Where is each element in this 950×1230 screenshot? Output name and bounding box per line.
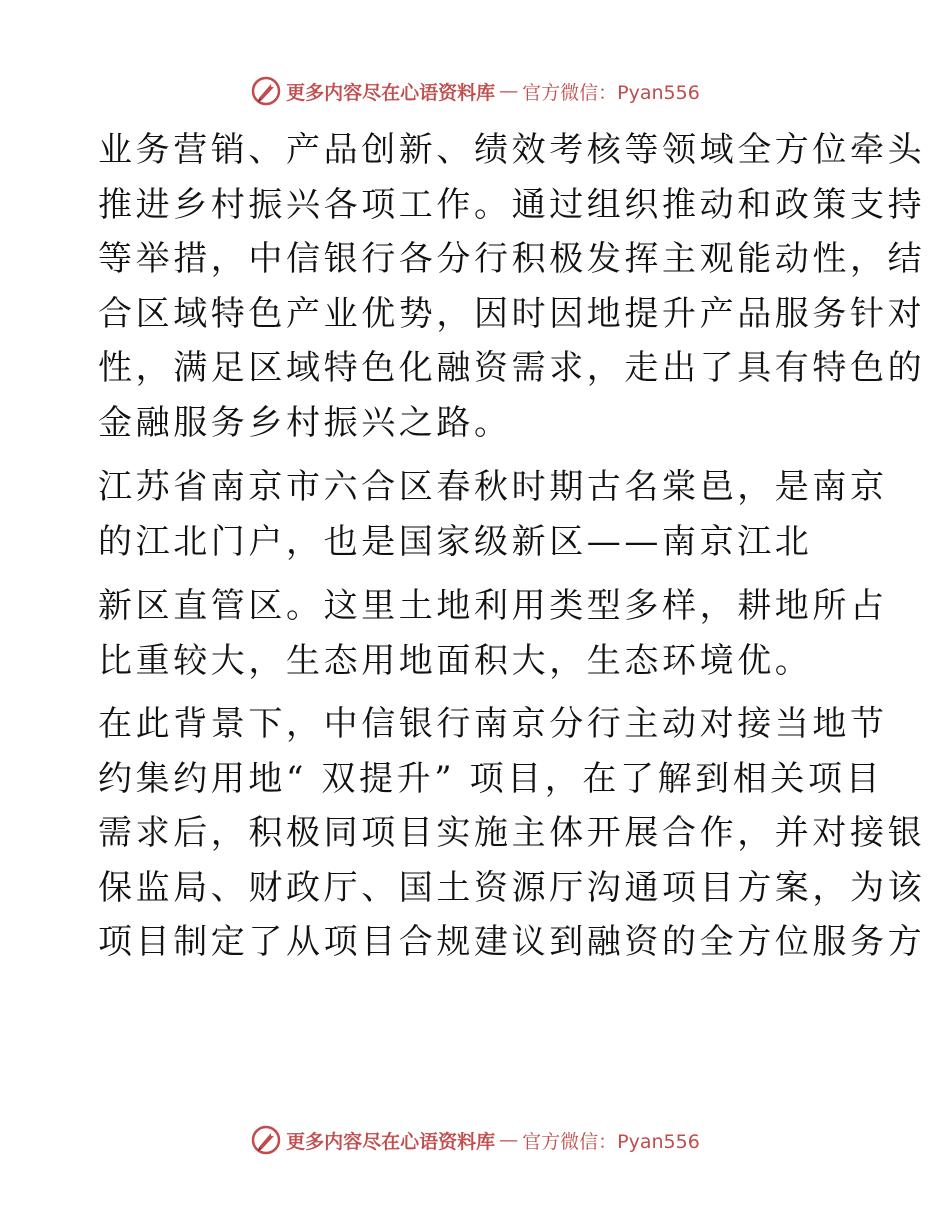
text-line: 性，满足区域特色化融资需求，走出了具有特色的: [98, 348, 926, 388]
text-line: 等举措，中信银行各分行积极发挥主观能动性，结: [98, 239, 926, 279]
paragraph-4: [98, 697, 926, 970]
text-line: 在此背景下，中信银行南京分行主动对接当地节: [98, 704, 888, 744]
header-dash: —: [499, 80, 519, 102]
text-line: 江苏省南京市六合区春秋时期古名棠邑，是南京: [98, 467, 888, 507]
text-line: 金融服务乡村振兴之路。: [98, 402, 512, 443]
text-line: 保监局、财政厅、国土资源厅沟通项目方案，为该: [98, 867, 926, 908]
paragraph-1: [98, 123, 926, 450]
header-brand: [250, 75, 700, 107]
text-line: 比重较大，生态用地面积大，生态环境优。: [98, 640, 813, 681]
footer-wechat: 官方微信：Pyan556: [522, 1130, 700, 1153]
paragraph-3: [98, 579, 888, 688]
pen-circle-logo-icon: [250, 75, 282, 107]
text-line: 推进乡村振兴各项工作。通过组织推动和政策支持: [98, 184, 926, 225]
text-line: 约集约用地“ 双提升” 项目，在了解到相关项目: [98, 758, 884, 799]
page-header-watermark: [0, 73, 950, 109]
document-body: [98, 123, 926, 970]
footer-dash: —: [499, 1129, 519, 1151]
text-line: 项目制定了从项目合规建议到融资的全方位服务方: [98, 922, 926, 962]
text-line: 的江北门户，也是国家级新区——南京江北: [98, 521, 813, 562]
text-line: 合区域特色产业优势，因时因地提升产品服务针对: [98, 293, 926, 334]
text-line: 新区直管区。这里土地利用类型多样，耕地所占: [98, 586, 888, 626]
text-line: 需求后，积极同项目实施主体开展合作，并对接银: [98, 813, 926, 853]
page-footer-watermark: [0, 1122, 950, 1158]
pen-circle-logo-icon: [250, 1124, 282, 1156]
paragraph-2: [98, 460, 888, 569]
header-wechat: 官方微信：Pyan556: [522, 81, 700, 104]
footer-brand: [250, 1124, 700, 1156]
text-line: 业务营销、产品创新、绩效考核等领域全方位牵头: [98, 130, 926, 170]
header-brand-text: 更多内容尽在心语资料库: [286, 81, 496, 104]
footer-brand-text: 更多内容尽在心语资料库: [286, 1130, 496, 1153]
